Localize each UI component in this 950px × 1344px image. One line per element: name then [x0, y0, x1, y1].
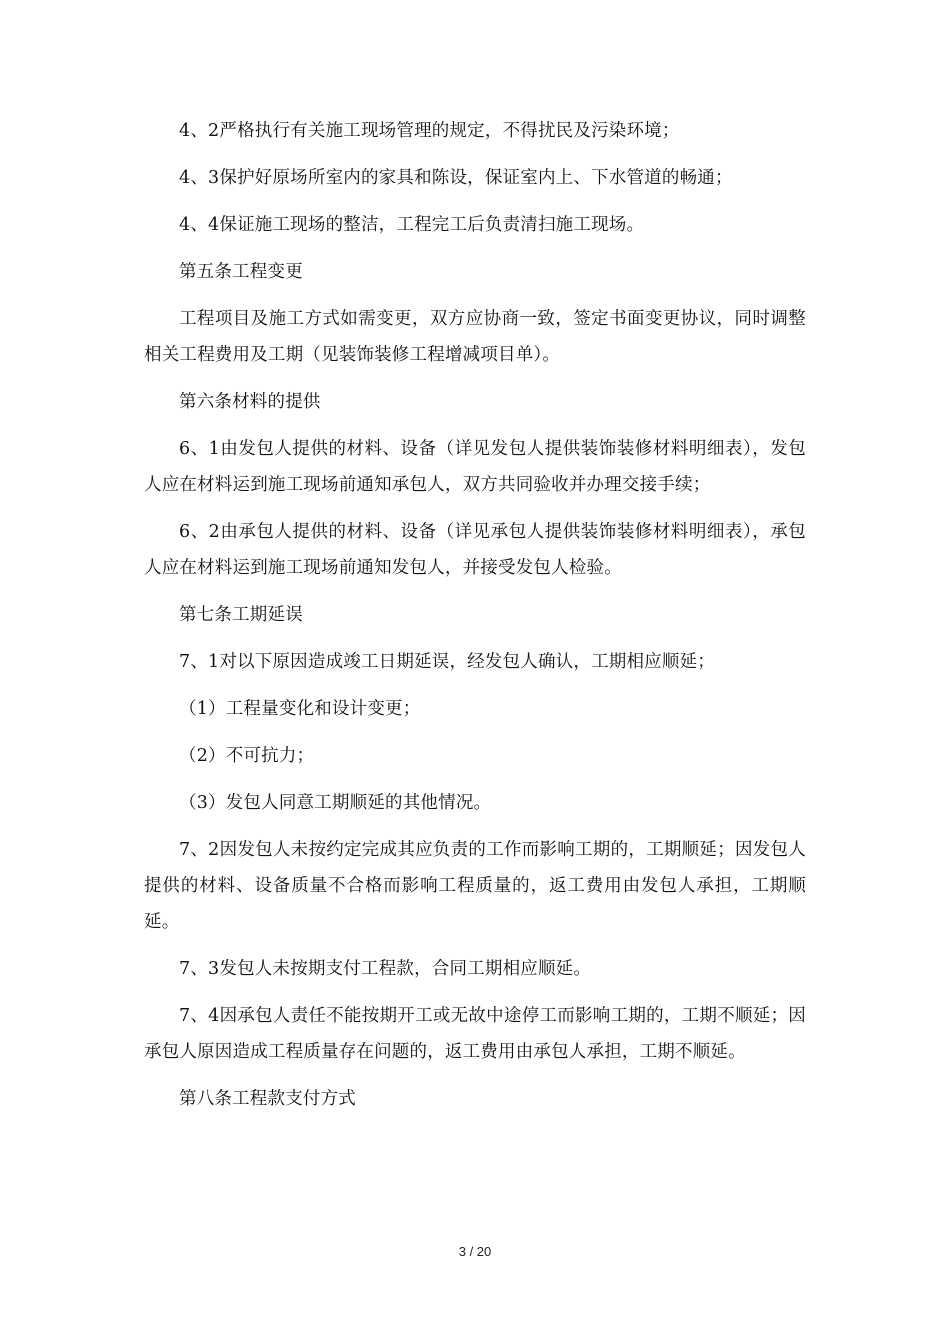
clause-4-3: 4、3保护好原场所室内的家具和陈设，保证室内上、下水管道的畅通；	[179, 168, 733, 188]
clause-6-1: 6、1由发包人提供的材料、设备（详见发包人提供装饰装修材料明细表），发包人应在材料运到施工现场前通知承包人，双方共同验收并办理交接手续；	[144, 439, 806, 495]
clause-6-2: 6、2由承包人提供的材料、设备（详见承包人提供装饰装修材料明细表），承包人应在材料运到施工现场前通知发包人，并接受发包人检验。	[144, 522, 806, 578]
article-5-heading: 第五条工程变更	[179, 262, 303, 282]
clause-7-1-item-3: （3）发包人同意工期顺延的其他情况。	[179, 793, 492, 813]
document-body	[144, 113, 806, 1128]
clause-4-2: 4、2严格执行有关施工现场管理的规定，不得扰民及污染环境；	[179, 121, 680, 141]
article-7-heading: 第七条工期延误	[179, 605, 303, 625]
clause-7-1-item-2: （2）不可抗力；	[179, 746, 315, 766]
article-8-heading: 第八条工程款支付方式	[179, 1089, 356, 1109]
page-number: 3 / 20	[458, 1244, 492, 1259]
article-5-body: 工程项目及施工方式如需变更，双方应协商一致，签定书面变更协议，同时调整相关工程费用及工期（见装饰装修工程增减项目单）。	[144, 309, 806, 365]
clause-7-2: 7、2因发包人未按约定完成其应负责的工作而影响工期的，工期顺延；因发包人提供的材料、设备质量不合格而影响工程质量的，返工费用由发包人承担，工期顺延。	[144, 840, 806, 932]
clause-7-1: 7、1对以下原因造成竣工日期延误，经发包人确认，工期相应顺延；	[179, 652, 715, 672]
clause-7-3: 7、3发包人未按期支付工程款，合同工期相应顺延。	[179, 959, 592, 979]
clause-7-1-item-1: （1）工程量变化和设计变更；	[179, 699, 421, 719]
article-6-heading: 第六条材料的提供	[179, 392, 321, 412]
clause-4-4: 4、4保证施工现场的整洁，工程完工后负责清扫施工现场。	[179, 215, 645, 235]
clause-7-4: 7、4因承包人责任不能按期开工或无故中途停工而影响工期的，工期不顺延；因承包人原因造成工程质量存在问题的，返工费用由承包人承担，工期不顺延。	[144, 1006, 806, 1062]
